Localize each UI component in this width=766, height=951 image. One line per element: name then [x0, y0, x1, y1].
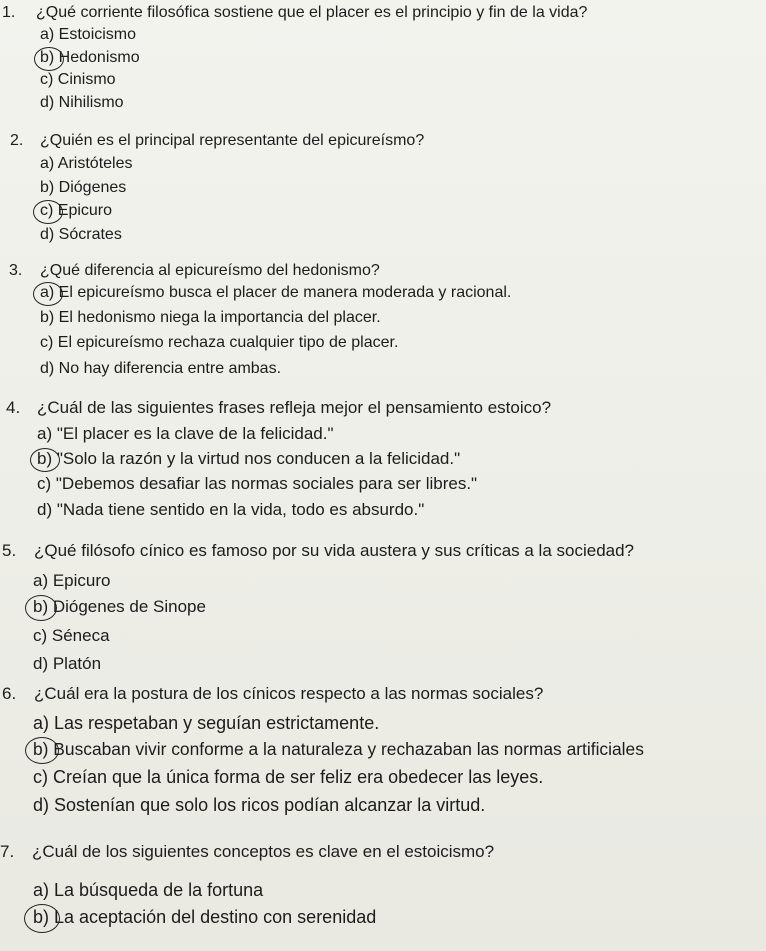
question-3-text: ¿Qué diferencia al epicureísmo del hedonismo? [40, 262, 380, 279]
question-5-option-a: a) Epicuro [33, 571, 111, 590]
question-5-text: ¿Qué filósofo cínico es famoso por su vida austera y sus críticas a la sociedad? [34, 541, 635, 560]
question-7-text: ¿Cuál de los siguientes conceptos es clave en el estoicismo? [32, 842, 495, 861]
question-4-option-a: a) "El placer es la clave de la felicidad." [37, 424, 334, 443]
question-6-option-c: c) Creían que la única forma de ser feliz era obedecer las leyes. [33, 767, 544, 787]
question-4-number: 4. [6, 398, 21, 417]
question-2-option-a: a) Aristóteles [40, 155, 133, 172]
question-5-option-b: b) Diógenes de Sinope [33, 597, 206, 616]
question-7-number: 7. [0, 842, 15, 861]
question-3-option-d: d) No hay diferencia entre ambas. [40, 360, 282, 377]
question-3-option-b: b) El hedonismo niega la importancia del placer. [40, 309, 381, 326]
question-6-option-b: b) Buscaban vivir conforme a la naturaleza y rechazaban las normas artificiales [33, 739, 644, 759]
question-6-option-a: a) Las respetaban y seguían estrictamente. [33, 713, 380, 733]
question-5-option-c: c) Séneca [33, 626, 110, 645]
question-2-number: 2. [10, 132, 24, 149]
question-5-number: 5. [2, 541, 17, 560]
question-6-number: 6. [2, 684, 17, 703]
question-3-number: 3. [9, 262, 23, 279]
question-7-option-b: b) La aceptación del destino con serenidad [33, 907, 377, 927]
question-1-number: 1. [2, 4, 16, 21]
question-1-text: ¿Qué corriente filosófica sostiene que el placer es el principio y fin de la vida? [36, 4, 588, 21]
question-1-option-c: c) Cinismo [40, 71, 116, 88]
question-3-option-a: a) El epicureísmo busca el placer de manera moderada y racional. [40, 284, 512, 301]
question-2-option-b: b) Diógenes [40, 179, 127, 196]
question-1-option-b: b) Hedonismo [40, 49, 140, 66]
question-3-option-c: c) El epicureísmo rechaza cualquier tipo de placer. [40, 334, 399, 351]
question-5-option-d: d) Platón [33, 654, 102, 673]
question-2-text: ¿Quién es el principal representante del epicureísmo? [40, 132, 425, 149]
question-7-option-a: a) La búsqueda de la fortuna [33, 880, 264, 900]
question-1-option-a: a) Estoicismo [40, 26, 137, 43]
question-2-option-c: c) Epicuro [40, 202, 113, 219]
question-4-text: ¿Cuál de las siguientes frases refleja mejor el pensamiento estoico? [37, 398, 552, 417]
question-6-option-d: d) Sostenían que solo los ricos podían alcanzar la virtud. [33, 795, 486, 815]
question-6-text: ¿Cuál era la postura de los cínicos respecto a las normas sociales? [34, 684, 544, 703]
question-4-option-d: d) "Nada tiene sentido en la vida, todo es absurdo." [37, 500, 425, 519]
question-1-option-d: d) Nihilismo [40, 94, 124, 111]
question-4-option-b: b) "Solo la razón y la virtud nos conducen a la felicidad." [37, 449, 461, 468]
question-2-option-d: d) Sócrates [40, 226, 122, 243]
question-4-option-c: c) "Debemos desafiar las normas sociales para ser libres." [37, 474, 478, 493]
